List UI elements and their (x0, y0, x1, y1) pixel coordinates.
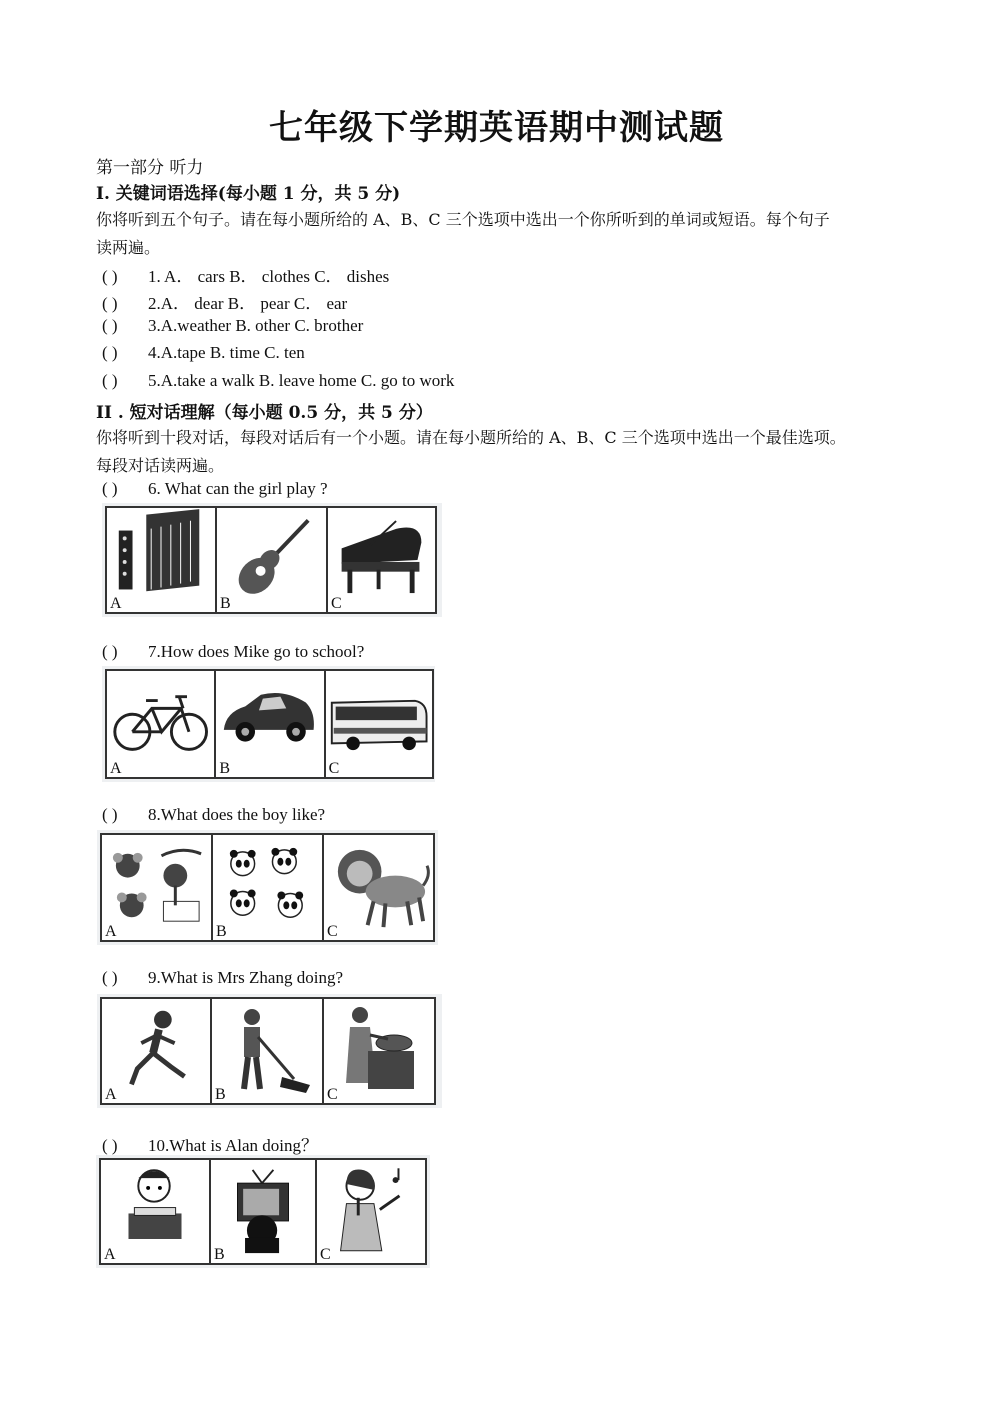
section2-instruction: 你将听到十段对话，每段对话后有一个小题。请在每小题所给的 A、B、C 三个选项中选出一个最佳选项。 (96, 428, 846, 447)
question-9 (102, 968, 343, 988)
singing-woman-icon (317, 1160, 425, 1263)
sweeping-man-icon (212, 999, 322, 1103)
option-label: B (220, 595, 231, 612)
section1-instruction: 你将听到五个句子。请在每小题所给的 A、B、C 三个选项中选出一个你所听到的单词或短语。每个句子 (96, 210, 830, 229)
question-5 (102, 371, 454, 391)
section1-heading: I. 关键词语选择(每小题 1 分，共 5 分) (96, 184, 401, 204)
answer-blank[interactable]: ( ) (102, 1136, 118, 1155)
question-3 (102, 316, 363, 336)
option-label: C (320, 1246, 331, 1263)
panda-icon (213, 835, 322, 940)
question-options: 3.A.weather B. other C. brother (148, 316, 364, 335)
answer-blank[interactable]: ( ) (102, 479, 118, 498)
question-options: 5.A.take a walk B. leave home C. go to work (148, 371, 455, 390)
car-icon (216, 671, 323, 777)
guitar-icon (217, 508, 326, 612)
question-9-pictures (97, 994, 442, 1108)
option-c-picture[interactable] (324, 669, 434, 779)
studying-boy-icon (101, 1160, 209, 1263)
accordion-icon (107, 508, 215, 612)
option-label: C (327, 923, 338, 940)
question-6 (102, 479, 328, 499)
answer-blank[interactable]: ( ) (102, 805, 118, 824)
piano-icon (328, 508, 435, 612)
question-8-pictures (97, 830, 438, 945)
answer-blank[interactable]: ( ) (102, 267, 118, 286)
option-label: A (104, 1246, 116, 1263)
bicycle-icon (107, 671, 214, 777)
section1-instruction-cont: 读两遍。 (96, 238, 161, 257)
option-c-picture[interactable] (326, 506, 437, 614)
section2-heading: II . 短对话理解（每小题 0.5 分，共 5 分） (96, 403, 433, 423)
option-label: C (331, 595, 342, 612)
answer-blank[interactable]: ( ) (102, 968, 118, 987)
option-a-picture[interactable] (100, 833, 213, 942)
question-options: 4.A.tape B. time C. ten (148, 343, 305, 362)
option-a-picture[interactable] (105, 669, 216, 779)
answer-blank[interactable]: ( ) (102, 294, 118, 313)
option-label: B (215, 1086, 226, 1103)
option-c-picture[interactable] (315, 1158, 427, 1265)
option-label: A (105, 923, 117, 940)
question-text: 8.What does the boy like? (148, 805, 326, 824)
cooking-woman-icon (324, 999, 434, 1103)
option-c-picture[interactable] (322, 833, 435, 942)
question-10-pictures (96, 1155, 430, 1268)
question-8 (102, 805, 325, 825)
question-text: 7.How does Mike go to school? (148, 642, 365, 661)
option-a-picture[interactable] (105, 506, 217, 614)
bus-icon (326, 671, 432, 777)
option-label: B (214, 1246, 225, 1263)
option-label: A (105, 1086, 117, 1103)
option-b-picture[interactable] (209, 1158, 317, 1265)
question-6-pictures (102, 503, 442, 617)
option-b-picture[interactable] (215, 506, 328, 614)
option-a-picture[interactable] (100, 997, 212, 1105)
question-text: 10.What is Alan doing？ (148, 1136, 318, 1155)
question-text: 9.What is Mrs Zhang doing? (148, 968, 343, 987)
running-girl-icon (102, 999, 210, 1103)
option-label: A (110, 595, 122, 612)
page-title: 七年级下学期英语期中测试题 (269, 108, 724, 148)
lion-icon (324, 835, 433, 940)
section2-instruction-cont: 每段对话读两遍。 (96, 456, 225, 475)
option-label: C (327, 1086, 338, 1103)
question-options: 2.A． dear B． pear C． ear (148, 294, 348, 313)
koala-icon (102, 835, 211, 940)
option-b-picture[interactable] (214, 669, 325, 779)
answer-blank[interactable]: ( ) (102, 343, 118, 362)
question-1 (102, 262, 389, 287)
option-a-picture[interactable] (99, 1158, 211, 1265)
watching-tv-icon (211, 1160, 315, 1263)
question-text: 6. What can the girl play ? (148, 479, 328, 498)
question-options: 1. A． cars B． clothes C． dishes (148, 267, 390, 286)
option-label: C (328, 760, 340, 777)
question-2 (102, 289, 347, 314)
answer-blank[interactable]: ( ) (102, 316, 118, 335)
question-7 (102, 642, 364, 662)
option-label: A (110, 760, 122, 777)
option-label: B (219, 760, 230, 777)
part-heading: 第一部分 听力 (96, 158, 204, 178)
option-c-picture[interactable] (322, 997, 436, 1105)
question-10 (102, 1131, 318, 1156)
option-b-picture[interactable] (211, 833, 324, 942)
question-4 (102, 343, 305, 363)
question-7-pictures (102, 666, 435, 782)
option-b-picture[interactable] (210, 997, 324, 1105)
answer-blank[interactable]: ( ) (102, 642, 118, 661)
option-label: B (216, 923, 227, 940)
answer-blank[interactable]: ( ) (102, 371, 118, 390)
